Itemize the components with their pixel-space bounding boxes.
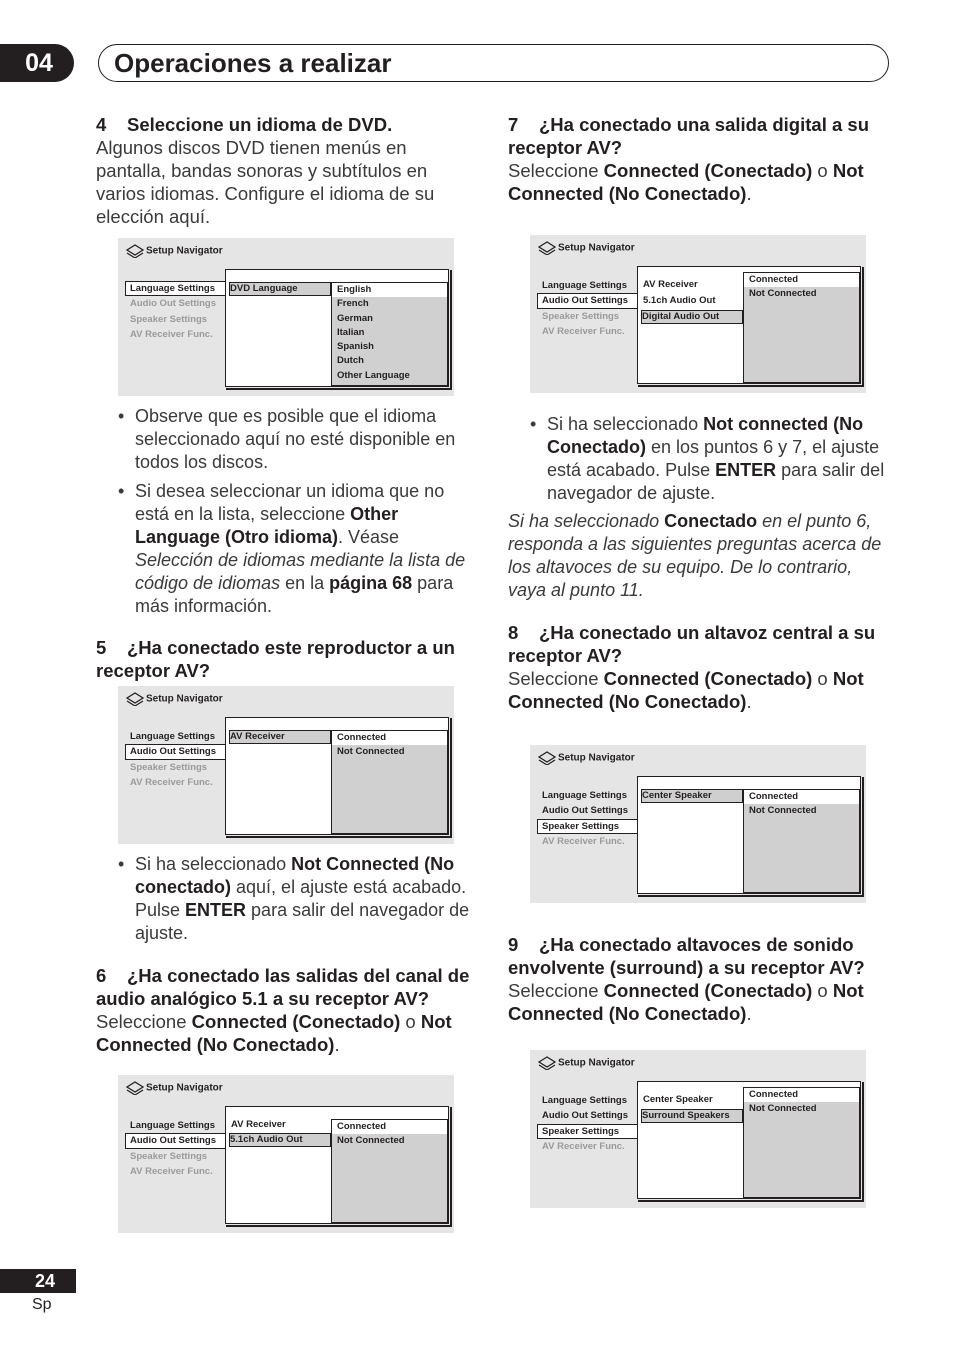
menu-item-audio-out[interactable]: Audio Out Settings xyxy=(125,1133,228,1148)
step-heading: ¿Ha conectado las salidas del canal de audio analógico 5.1 a su receptor AV? xyxy=(96,965,470,1009)
connection-options xyxy=(743,272,860,383)
screen-step-5 xyxy=(118,686,454,844)
nav-header xyxy=(126,692,223,707)
screen-step-9 xyxy=(530,1050,866,1208)
option-bold: Connected (Conectado) xyxy=(191,1011,401,1032)
bullet-text: para salir del navegador de ajuste. xyxy=(547,460,885,503)
step-text: Seleccione xyxy=(96,1011,192,1032)
settings-menu xyxy=(538,278,640,339)
settings-menu xyxy=(126,281,228,342)
bullet-italic: Selección de idiomas mediante la lista de código de idiomas xyxy=(135,550,466,593)
step-text: . xyxy=(334,1034,340,1055)
screen-step-8 xyxy=(530,745,866,903)
option-not-connected[interactable]: Not Connected xyxy=(749,288,817,300)
option-italian[interactable]: Italian xyxy=(337,326,365,338)
step-5 xyxy=(96,636,476,682)
step-heading: ¿Ha conectado altavoces de sonido envolvente (surround) a su receptor AV? xyxy=(508,934,865,978)
option-french[interactable]: French xyxy=(337,298,369,310)
menu-item-audio-out[interactable]: Audio Out Settings xyxy=(125,744,228,759)
step-text: Algunos discos DVD tienen menús en pantalla, bandas sonoras y subtítulos en varios idiomas. Configure el idioma de su elección aquí. xyxy=(96,137,435,227)
panel-item-center-speaker[interactable]: Center Speaker xyxy=(643,1094,713,1105)
step-number: 5 xyxy=(96,637,107,658)
bullet-text: Si desea seleccionar un idioma que no está en la lista, seleccione xyxy=(135,481,445,524)
step-text: o xyxy=(400,1011,421,1032)
step-number: 4 xyxy=(96,114,107,135)
menu-item-language[interactable]: Language Settings xyxy=(125,281,228,296)
menu-item-audio-out[interactable]: Audio Out Settings xyxy=(542,1110,629,1122)
connection-options xyxy=(331,730,448,834)
menu-item-av-receiver[interactable]: AV Receiver Func. xyxy=(130,776,213,788)
menu-item-av-receiver[interactable]: AV Receiver Func. xyxy=(130,1165,213,1177)
nav-title: Setup Navigator xyxy=(146,693,223,705)
panel-item-center-speaker[interactable]: Center Speaker xyxy=(641,789,743,803)
nav-title: Setup Navigator xyxy=(146,245,223,257)
navigator-icon xyxy=(126,244,144,258)
option-connected[interactable]: Connected xyxy=(332,1120,447,1134)
step-text: Seleccione xyxy=(508,160,604,181)
panel-item-surround-speakers[interactable]: Surround Speakers xyxy=(641,1109,743,1123)
menu-item-language[interactable]: Language Settings xyxy=(542,1095,627,1106)
bullet-text: en la xyxy=(280,573,330,593)
screen-step-7 xyxy=(530,235,866,393)
option-connected[interactable]: Connected xyxy=(744,1088,859,1102)
step-text: o xyxy=(812,668,833,689)
panel-item-5-1ch-audio-out[interactable]: 5.1ch Audio Out xyxy=(643,295,716,306)
page-language: Sp xyxy=(32,1296,52,1313)
menu-item-audio-out[interactable]: Audio Out Settings xyxy=(537,293,640,308)
panel-item-digital-audio-out[interactable]: Digital Audio Out xyxy=(641,310,743,324)
step-heading: ¿Ha conectado este reproductor a un receptor AV? xyxy=(96,637,455,681)
step-9 xyxy=(508,933,893,1025)
menu-item-av-receiver[interactable]: AV Receiver Func. xyxy=(542,1140,625,1152)
connection-options xyxy=(331,1119,448,1223)
step-heading: Seleccione un idioma de DVD. xyxy=(127,114,393,135)
step-number: 7 xyxy=(508,114,519,135)
screen-step-6 xyxy=(118,1075,454,1233)
bullet-text: Si ha seleccionado xyxy=(135,854,292,874)
language-options xyxy=(331,282,448,386)
nav-title: Setup Navigator xyxy=(558,242,635,254)
option-bold: Connected (Conectado) xyxy=(603,980,813,1001)
navigator-icon xyxy=(538,751,556,765)
option-connected[interactable]: Connected xyxy=(744,790,859,804)
bullet-text: Si ha seleccionado xyxy=(547,414,704,434)
settings-menu xyxy=(538,1093,640,1154)
panel-item-5-1ch-audio-out[interactable]: 5.1ch Audio Out xyxy=(229,1133,331,1147)
step-number: 9 xyxy=(508,934,519,955)
panel-item-av-receiver[interactable]: AV Receiver xyxy=(229,730,331,744)
menu-item-speaker[interactable]: Speaker Settings xyxy=(537,819,640,834)
step-text: . xyxy=(746,1003,752,1024)
bullet-text: para salir del navegador de ajuste. xyxy=(135,900,470,943)
bullet-bold: Not connected (No Conectado) xyxy=(547,414,864,457)
nav-header xyxy=(126,244,223,259)
step-text: . xyxy=(746,183,752,204)
bullet-text: en los puntos 6 y 7, el ajuste está acabado. Pulse xyxy=(547,437,880,480)
menu-item-language[interactable]: Language Settings xyxy=(130,731,215,742)
menu-item-speaker[interactable]: Speaker Settings xyxy=(537,1124,640,1139)
panel-item-av-receiver[interactable]: AV Receiver xyxy=(231,1119,286,1130)
nav-header xyxy=(538,1056,635,1071)
step-6 xyxy=(96,964,481,1056)
navigator-icon xyxy=(126,1081,144,1095)
option-not-connected[interactable]: Not Connected xyxy=(337,746,405,758)
menu-item-speaker[interactable]: Speaker Settings xyxy=(130,313,208,325)
option-german[interactable]: German xyxy=(337,312,373,324)
panel-item-av-receiver[interactable]: AV Receiver xyxy=(643,279,698,290)
nav-header xyxy=(126,1081,223,1096)
step-7 xyxy=(508,113,893,205)
connection-options xyxy=(743,1087,860,1198)
navigator-icon xyxy=(538,1056,556,1070)
nav-title: Setup Navigator xyxy=(558,1057,635,1069)
bullet-bold: Other Language (Otro idioma) xyxy=(135,504,399,547)
connection-options xyxy=(743,789,860,893)
step-text: . xyxy=(746,691,752,712)
note-bold: Conectado xyxy=(664,511,758,531)
nav-title: Setup Navigator xyxy=(146,1082,223,1094)
bullet-note: • Si ha seleccionado Not connected (No Conectado) en los puntos 6 y 7, el ajuste está acabado. Pulse ENTER para salir del navegador de ajuste. xyxy=(530,414,885,503)
step-text: o xyxy=(812,980,833,1001)
page-title: Operaciones a realizar xyxy=(114,48,392,78)
settings-menu xyxy=(538,788,640,849)
screen-step-4 xyxy=(118,238,454,396)
option-bold: Not Connected (No Conectado) xyxy=(508,668,864,712)
step-note xyxy=(508,510,893,602)
option-connected[interactable]: Connected xyxy=(744,273,859,287)
step-4 xyxy=(96,113,476,228)
option-bold: Connected (Conectado) xyxy=(603,668,813,689)
option-english[interactable]: English xyxy=(332,283,447,297)
settings-menu xyxy=(126,729,228,790)
step-text: o xyxy=(812,160,833,181)
bullet-text: Observe que es posible que el idioma seleccionado aquí no esté disponible en todos los discos. xyxy=(135,406,456,472)
option-bold: Not Connected (No Conectado) xyxy=(96,1011,452,1055)
bullet-note: • Si ha seleccionado Not Connected (No conectado) aquí, el ajuste está acabado. Pulse ENTER para salir del navegador de ajuste. xyxy=(118,854,470,943)
menu-item-speaker[interactable]: Speaker Settings xyxy=(542,310,620,322)
option-spanish[interactable]: Spanish xyxy=(337,341,374,353)
panel-item-dvd-language[interactable]: DVD Language xyxy=(229,282,331,296)
option-bold: Not Connected (No Conectado) xyxy=(508,980,864,1024)
step-8 xyxy=(508,621,893,713)
menu-item-language[interactable]: Language Settings xyxy=(130,1120,215,1131)
chapter-badge: 04 xyxy=(0,44,74,82)
nav-header xyxy=(538,241,635,256)
menu-item-speaker[interactable]: Speaker Settings xyxy=(130,1150,208,1162)
menu-item-language[interactable]: Language Settings xyxy=(542,790,627,801)
menu-item-av-receiver[interactable]: AV Receiver Func. xyxy=(542,835,625,847)
option-bold: Not Connected (No Conectado) xyxy=(508,160,864,204)
bullet-note: • Observe que es posible que el idioma seleccionado aquí no esté disponible en todos los discos. xyxy=(118,406,456,472)
option-bold: Connected (Conectado) xyxy=(603,160,813,181)
navigator-icon xyxy=(538,241,556,255)
step-text: Seleccione xyxy=(508,980,604,1001)
step-heading: ¿Ha conectado una salida digital a su receptor AV? xyxy=(508,114,869,158)
menu-item-av-receiver[interactable]: AV Receiver Func. xyxy=(542,325,625,337)
enter-key: ENTER xyxy=(185,900,247,920)
menu-item-language[interactable]: Language Settings xyxy=(542,280,627,291)
navigator-icon xyxy=(126,692,144,706)
enter-key: ENTER xyxy=(715,460,777,480)
step-number: 8 xyxy=(508,622,519,643)
option-connected[interactable]: Connected xyxy=(332,731,447,745)
bullet-note: • Si desea seleccionar un idioma que no está en la lista, seleccione Other Language (Otro idioma). Véase Selección de idiomas mediante la lista de código de idiomas en la página 68 para más información. xyxy=(118,481,466,616)
menu-item-audio-out[interactable]: Audio Out Settings xyxy=(542,805,629,817)
settings-menu xyxy=(126,1118,228,1179)
note-text: Si ha seleccionado xyxy=(508,511,665,531)
option-other-language[interactable]: Other Language xyxy=(337,369,410,381)
menu-item-av-receiver[interactable]: AV Receiver Func. xyxy=(130,328,213,340)
option-not-connected[interactable]: Not Connected xyxy=(337,1135,405,1147)
step-text: Seleccione xyxy=(508,668,604,689)
step-number: 6 xyxy=(96,965,107,986)
nav-title: Setup Navigator xyxy=(558,752,635,764)
option-not-connected[interactable]: Not Connected xyxy=(749,1103,817,1115)
page-number: 24 xyxy=(0,1269,76,1293)
option-dutch[interactable]: Dutch xyxy=(337,355,364,367)
menu-item-speaker[interactable]: Speaker Settings xyxy=(130,761,208,773)
nav-header xyxy=(538,751,635,766)
bullet-text: para más información. xyxy=(135,573,454,616)
menu-item-audio-out[interactable]: Audio Out Settings xyxy=(130,298,217,310)
bullet-bold: Not Connected (No conectado) xyxy=(135,854,455,897)
bullet-text: aquí, el ajuste está acabado. Pulse xyxy=(135,877,467,920)
step-heading: ¿Ha conectado un altavoz central a su receptor AV? xyxy=(508,622,876,666)
bullet-text: . Véase xyxy=(338,527,400,547)
page-reference: página 68 xyxy=(329,573,413,593)
note-text: en el punto 6, responda a las siguientes preguntas acerca de los altavoces de su equipo. De lo contrario, vaya al punto 11. xyxy=(508,511,882,600)
option-not-connected[interactable]: Not Connected xyxy=(749,805,817,817)
